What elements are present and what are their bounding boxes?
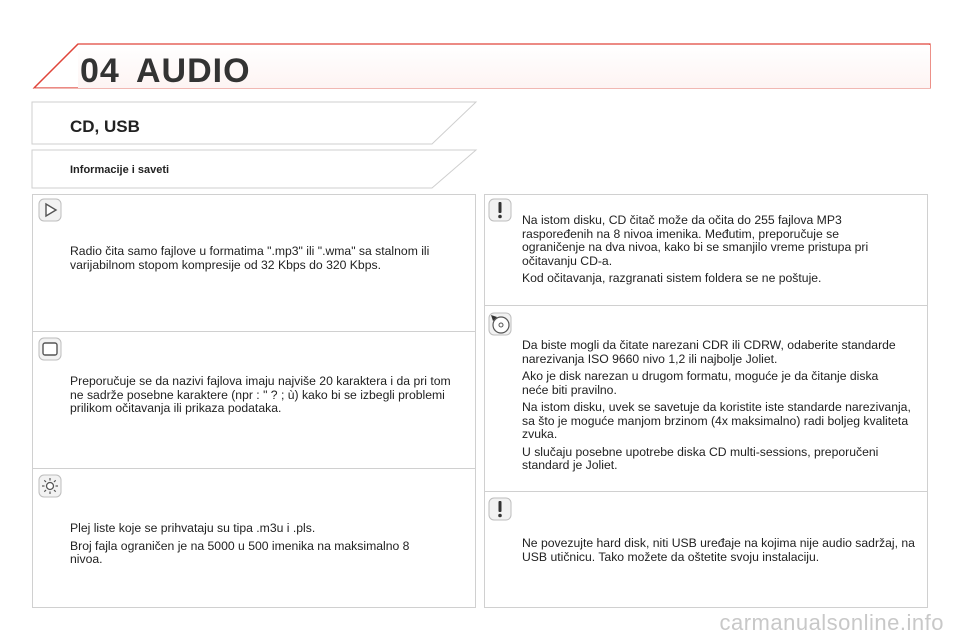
right-block-3-text xyxy=(522,537,922,568)
right-block-1-text xyxy=(522,214,902,290)
chapter-title: AUDIO xyxy=(136,52,251,90)
left-divider-2 xyxy=(32,468,476,469)
warning-exclamation-icon xyxy=(488,497,512,521)
section-header-frames xyxy=(0,100,480,190)
left-block-1-text xyxy=(70,245,462,276)
cd-disc-icon xyxy=(488,312,512,336)
paragraph: Da biste mogli da čitate narezani CDR ili CDRW, odaberite standarde narezivanja ISO 9660 nivo 1,2 ili najbolje Joliet. xyxy=(522,338,896,366)
right-block-2-text xyxy=(522,339,914,477)
subsection-title: Informacije i saveti xyxy=(70,164,170,176)
lightbulb-icon xyxy=(38,474,62,498)
chapter-number: 04 xyxy=(80,52,120,90)
left-block-2-text xyxy=(70,375,462,420)
paragraph: Broj fajla ograničen je na 5000 u 500 imenika na maksimalno 8 nivoa. xyxy=(70,538,410,566)
warning-exclamation-icon xyxy=(488,198,512,222)
paragraph: Radio čita samo fajlove u formatima ".mp3" ili ".wma" sa stalnom ili varijabilnom stopom kompresije od 32 Kbps do 320 Kbps. xyxy=(70,244,430,272)
paragraph: Na istom disku, uvek se savetuje da koristite iste standarde narezivanja, sa što je moguće manjom brzinom (4x maksimalno) radi boljeg kvaliteta zvuka. xyxy=(522,400,911,441)
section-title: CD, USB xyxy=(70,117,140,136)
paragraph: Na istom disku, CD čitač može da očita do 255 fajlova MP3 raspoređenih na 8 nivoa imenika. Međutim, preporučuje se ograničenje na dva nivoa, kako bi se smanjilo vreme pristupa pri očitavanju CD-a. xyxy=(522,213,869,268)
paragraph: Preporučuje se da nazivi fajlova imaju najviše 20 karaktera i da pri tom ne sadrže posebne karaktere (npr : " ? ; ù) kako bi se izbegli problemi prilikom očitavanja ili prikaza podataka. xyxy=(70,374,451,415)
left-block-3-text xyxy=(70,522,462,571)
play-triangle-icon xyxy=(38,198,62,222)
square-note-icon xyxy=(38,337,62,361)
left-divider-1 xyxy=(32,331,476,332)
right-divider-2 xyxy=(484,491,928,492)
paragraph: Plej liste koje se prihvataju su tipa .m3u i .pls. xyxy=(70,521,316,535)
watermark-text: carmanualsonline.info xyxy=(719,610,944,635)
paragraph: Ako je disk narezan u drugom formatu, moguće je da čitanje diska neće biti pravilno. xyxy=(522,369,879,397)
right-divider-1 xyxy=(484,305,928,306)
paragraph: U slučaju posebne upotrebe diska CD multi-sessions, preporučeni standard je Joliet. xyxy=(522,444,879,472)
paragraph: Kod očitavanja, razgranati sistem foldera se ne poštuje. xyxy=(522,271,822,285)
paragraph: Ne povezujte hard disk, niti USB uređaje na kojima nije audio sadržaj, na USB utičnicu. Tako možete da oštetite svoju instalaciju. xyxy=(522,536,915,564)
